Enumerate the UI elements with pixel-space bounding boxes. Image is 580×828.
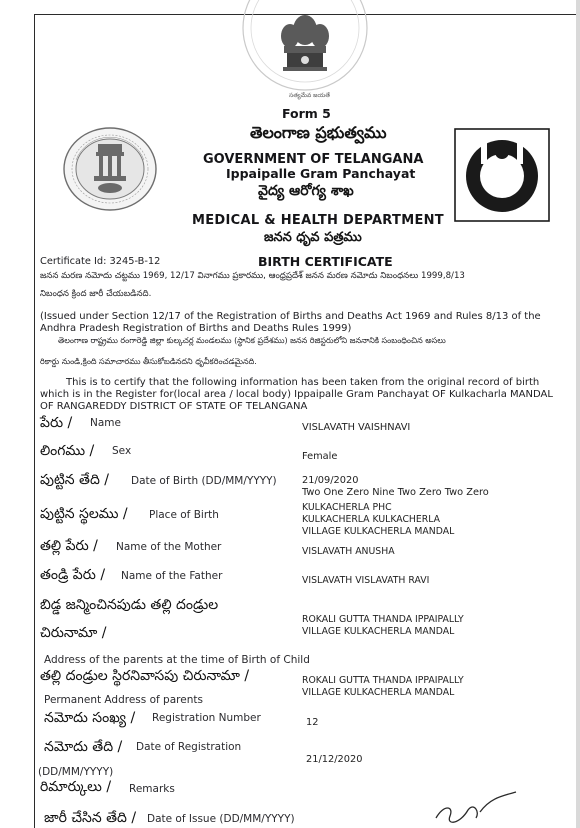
perm-address-value-line-2: VILLAGE KULKACHERLA MANDAL: [302, 687, 455, 698]
perm-address-label-telugu: తల్లి దండ్రుల స్థిరనివాసపు చిరునామా /: [40, 668, 250, 684]
pob-label: Place of Birth: [149, 509, 219, 521]
father-label-telugu: తండ్రి పేరు /: [40, 567, 106, 583]
gov-title-english: GOVERNMENT OF TELANGANA: [203, 152, 424, 167]
pob-label-telugu: పుట్టిన స్థలము /: [40, 506, 128, 522]
reg-no-value: 12: [306, 717, 319, 728]
father-value: VISLAVATH VISLAVATH RAVI: [302, 575, 430, 586]
mother-value: VISLAVATH ANUSHA: [302, 546, 395, 557]
panchayat-name: Ippaipalle Gram Panchayat: [226, 166, 416, 181]
telugu-intro-line-3: తెలంగాణ రాష్ట్రము రంగారెడ్డి జిల్లా కుల్కచర్ల మండలము (స్థానిక ప్రదేశము) జనన రిజిస్టరులోని జననానికి సంబంధించిన అసలు: [58, 336, 446, 345]
english-intro-line-1: (Issued under Section 12/17 of the Registration of Births and Deaths Act 1969 and Rules 8/13 of the: [40, 311, 541, 322]
father-label: Name of the Father: [121, 570, 223, 582]
mother-label-telugu: తల్లి పేరు /: [40, 538, 98, 554]
remarks-label-telugu: రిమార్కులు /: [40, 779, 112, 795]
reg-date-value: 21/12/2020: [306, 754, 363, 765]
dept-title-english: MEDICAL & HEALTH DEPARTMENT: [192, 213, 444, 228]
perm-address-value-line-1: ROKALI GUTTA THANDA IPPAIPALLY: [302, 675, 464, 686]
certify-line-2: which is in the Register for(local area / local body) Ippaipalle Gram Panchayat OF Kulkacharla MANDAL: [40, 389, 553, 400]
reg-date-label-telugu: నమోదు తేది /: [44, 739, 123, 755]
cert-title-english: BIRTH CERTIFICATE: [258, 254, 393, 269]
sex-value: Female: [302, 451, 338, 462]
issue-date-label: Date of Issue (DD/MM/YYYY): [147, 813, 295, 825]
dept-title-telugu: వైద్య ఆరోగ్య శాఖ: [258, 183, 354, 199]
certificate-id: Certificate Id: 3245-B-12: [40, 256, 161, 267]
telugu-intro-line-2: నిబంధన క్రింద జారీ చేయబడినది.: [40, 289, 152, 299]
perm-address-label: Permanent Address of parents: [44, 694, 203, 706]
pob-value-line-3: VILLAGE KULKACHERLA MANDAL: [302, 526, 455, 537]
birth-address-label: Address of the parents at the time of Birth of Child: [44, 654, 310, 666]
dob-value: 21/09/2020: [302, 475, 359, 486]
telangana-seal-icon: [62, 126, 158, 212]
birth-address-label-telugu-1: బిడ్డ జన్మించినపుడు తల్లి దండ్రుల: [40, 597, 219, 613]
birth-address-label-telugu-2: చిరునామా /: [40, 625, 107, 641]
issue-date-label-telugu: జారీ చేసిన తేది /: [44, 810, 137, 826]
dob-label: Date of Birth (DD/MM/YYYY): [131, 475, 277, 487]
birth-address-value-line-1: ROKALI GUTTA THANDA IPPAIPALLY: [302, 614, 464, 625]
ashoka-emblem-icon: [240, 0, 370, 100]
reg-no-label: Registration Number: [152, 712, 261, 724]
dob-value-words: Two One Zero Nine Two Zero Two Zero: [302, 487, 489, 498]
pob-value-line-2: KULKACHERLA KULKACHERLA: [302, 514, 441, 525]
signature-mark: [430, 788, 520, 828]
remarks-label: Remarks: [129, 783, 175, 795]
scan-edge: [576, 0, 580, 828]
pob-value-line-1: KULKACHERLA PHC: [302, 502, 392, 513]
name-label: Name: [90, 417, 121, 429]
certify-line-3: OF RANGAREDDY DISTRICT OF STATE OF TELANGANA: [40, 401, 308, 412]
birth-address-value-line-2: VILLAGE KULKACHERLA MANDAL: [302, 626, 455, 637]
reg-date-format: (DD/MM/YYYY): [38, 766, 114, 778]
mother-label: Name of the Mother: [116, 541, 222, 553]
telugu-intro-line-1: జనన మరణ నమోదు చట్టము 1969, 12/17 వినాగము ప్రకారము, ఆంధ్రప్రదేశ్ జనన మరణ నమోదు నిబంధనలు 1999,8/13: [40, 271, 465, 281]
sex-label: Sex: [112, 445, 132, 457]
telugu-intro-line-4: రికార్డు నుండి,క్రింది సమాచారము తీసుకోబడినదని ధృవీకరించడమైనది.: [40, 357, 257, 366]
cert-title-telugu: జనన ధృవ పత్రము: [264, 230, 362, 245]
name-label-telugu: పేరు /: [40, 415, 73, 431]
name-value: VISLAVATH VAISHNAVI: [302, 422, 411, 433]
emblem-caption: సత్యమేవ జయతే: [289, 92, 330, 99]
gov-title-telugu: తెలంగాణ ప్రభుత్వము: [250, 123, 387, 142]
english-intro-line-2: Andhra Pradesh Registration of Births and Deaths Rules 1999): [40, 323, 352, 334]
certify-line-1: This is to certify that the following information has been taken from the original record of birth: [66, 377, 540, 388]
health-ring-logo-icon: [454, 128, 550, 222]
sex-label-telugu: లింగము /: [40, 443, 95, 459]
form-number: Form 5: [282, 106, 331, 121]
reg-date-label: Date of Registration: [136, 741, 242, 753]
dob-label-telugu: పుట్టిన తేది /: [40, 472, 110, 488]
reg-no-label-telugu: నమోదు సంఖ్య /: [44, 710, 136, 726]
